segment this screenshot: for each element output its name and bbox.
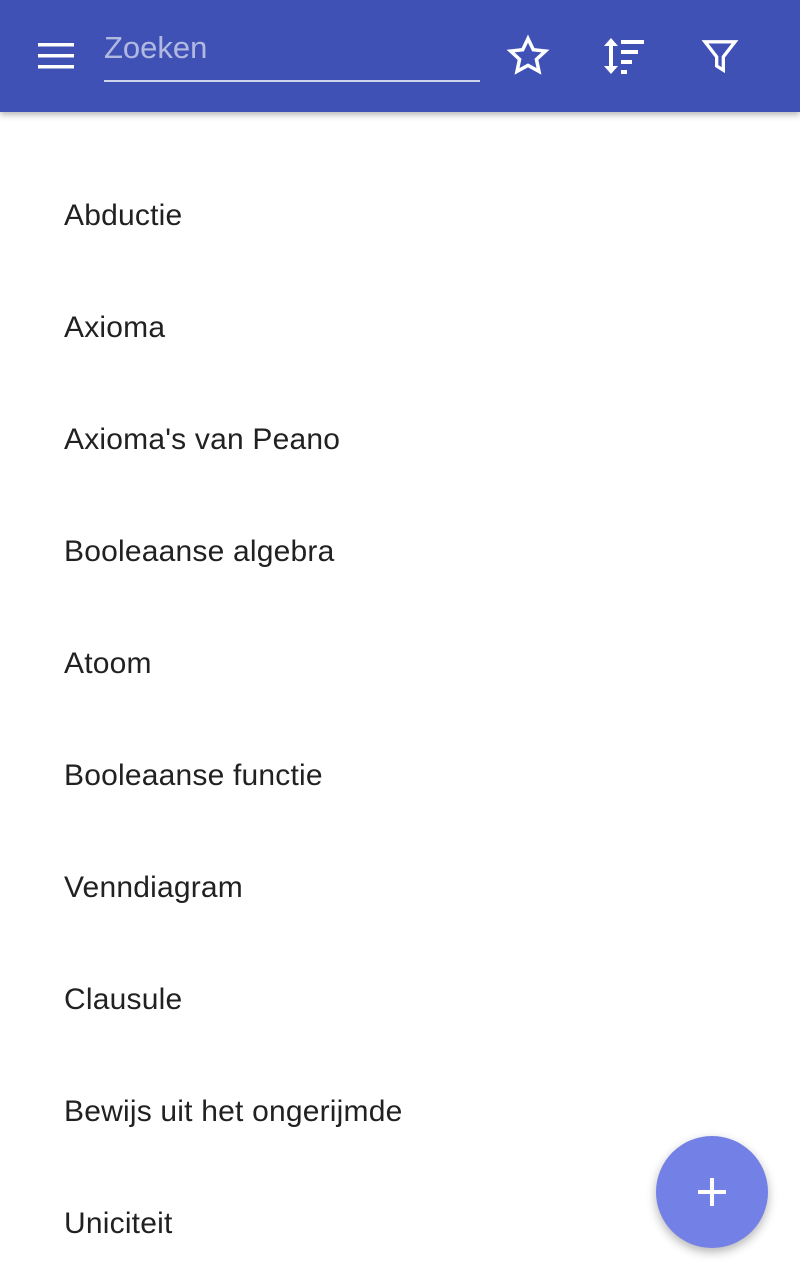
- list-item[interactable]: [0, 272, 800, 384]
- list-item-label: Clausule: [64, 983, 183, 1016]
- filter-button[interactable]: [684, 20, 756, 92]
- list-item[interactable]: [0, 944, 800, 1056]
- list-item-label: Booleaanse functie: [64, 759, 323, 792]
- search-field: [104, 20, 480, 82]
- search-input[interactable]: [104, 20, 480, 76]
- add-button[interactable]: [656, 1136, 768, 1248]
- favorites-button[interactable]: [492, 20, 564, 92]
- term-list: [0, 160, 800, 1280]
- hamburger-menu-icon: [38, 38, 74, 74]
- list-item[interactable]: [0, 832, 800, 944]
- list-item[interactable]: [0, 384, 800, 496]
- menu-button[interactable]: [20, 20, 92, 92]
- list-item-label: Axioma: [64, 311, 166, 344]
- sort-icon: [601, 33, 647, 79]
- list-item[interactable]: [0, 160, 800, 272]
- plus-icon: [696, 1176, 728, 1208]
- app-bar: [0, 0, 800, 112]
- list-item-label: Venndiagram: [64, 871, 243, 904]
- list-item-label: Atoom: [64, 647, 152, 680]
- sort-button[interactable]: [588, 20, 660, 92]
- list-item-label: Bewijs uit het ongerijmde: [64, 1095, 403, 1128]
- list-item-label: Uniciteit: [64, 1207, 173, 1240]
- list-item[interactable]: [0, 720, 800, 832]
- list-item[interactable]: [0, 608, 800, 720]
- filter-icon: [700, 36, 740, 76]
- star-outline-icon: [506, 34, 550, 78]
- list-item-label: Abductie: [64, 199, 183, 232]
- list-item[interactable]: [0, 496, 800, 608]
- list-item-label: Axioma's van Peano: [64, 423, 341, 456]
- list-item-label: Booleaanse algebra: [64, 535, 335, 568]
